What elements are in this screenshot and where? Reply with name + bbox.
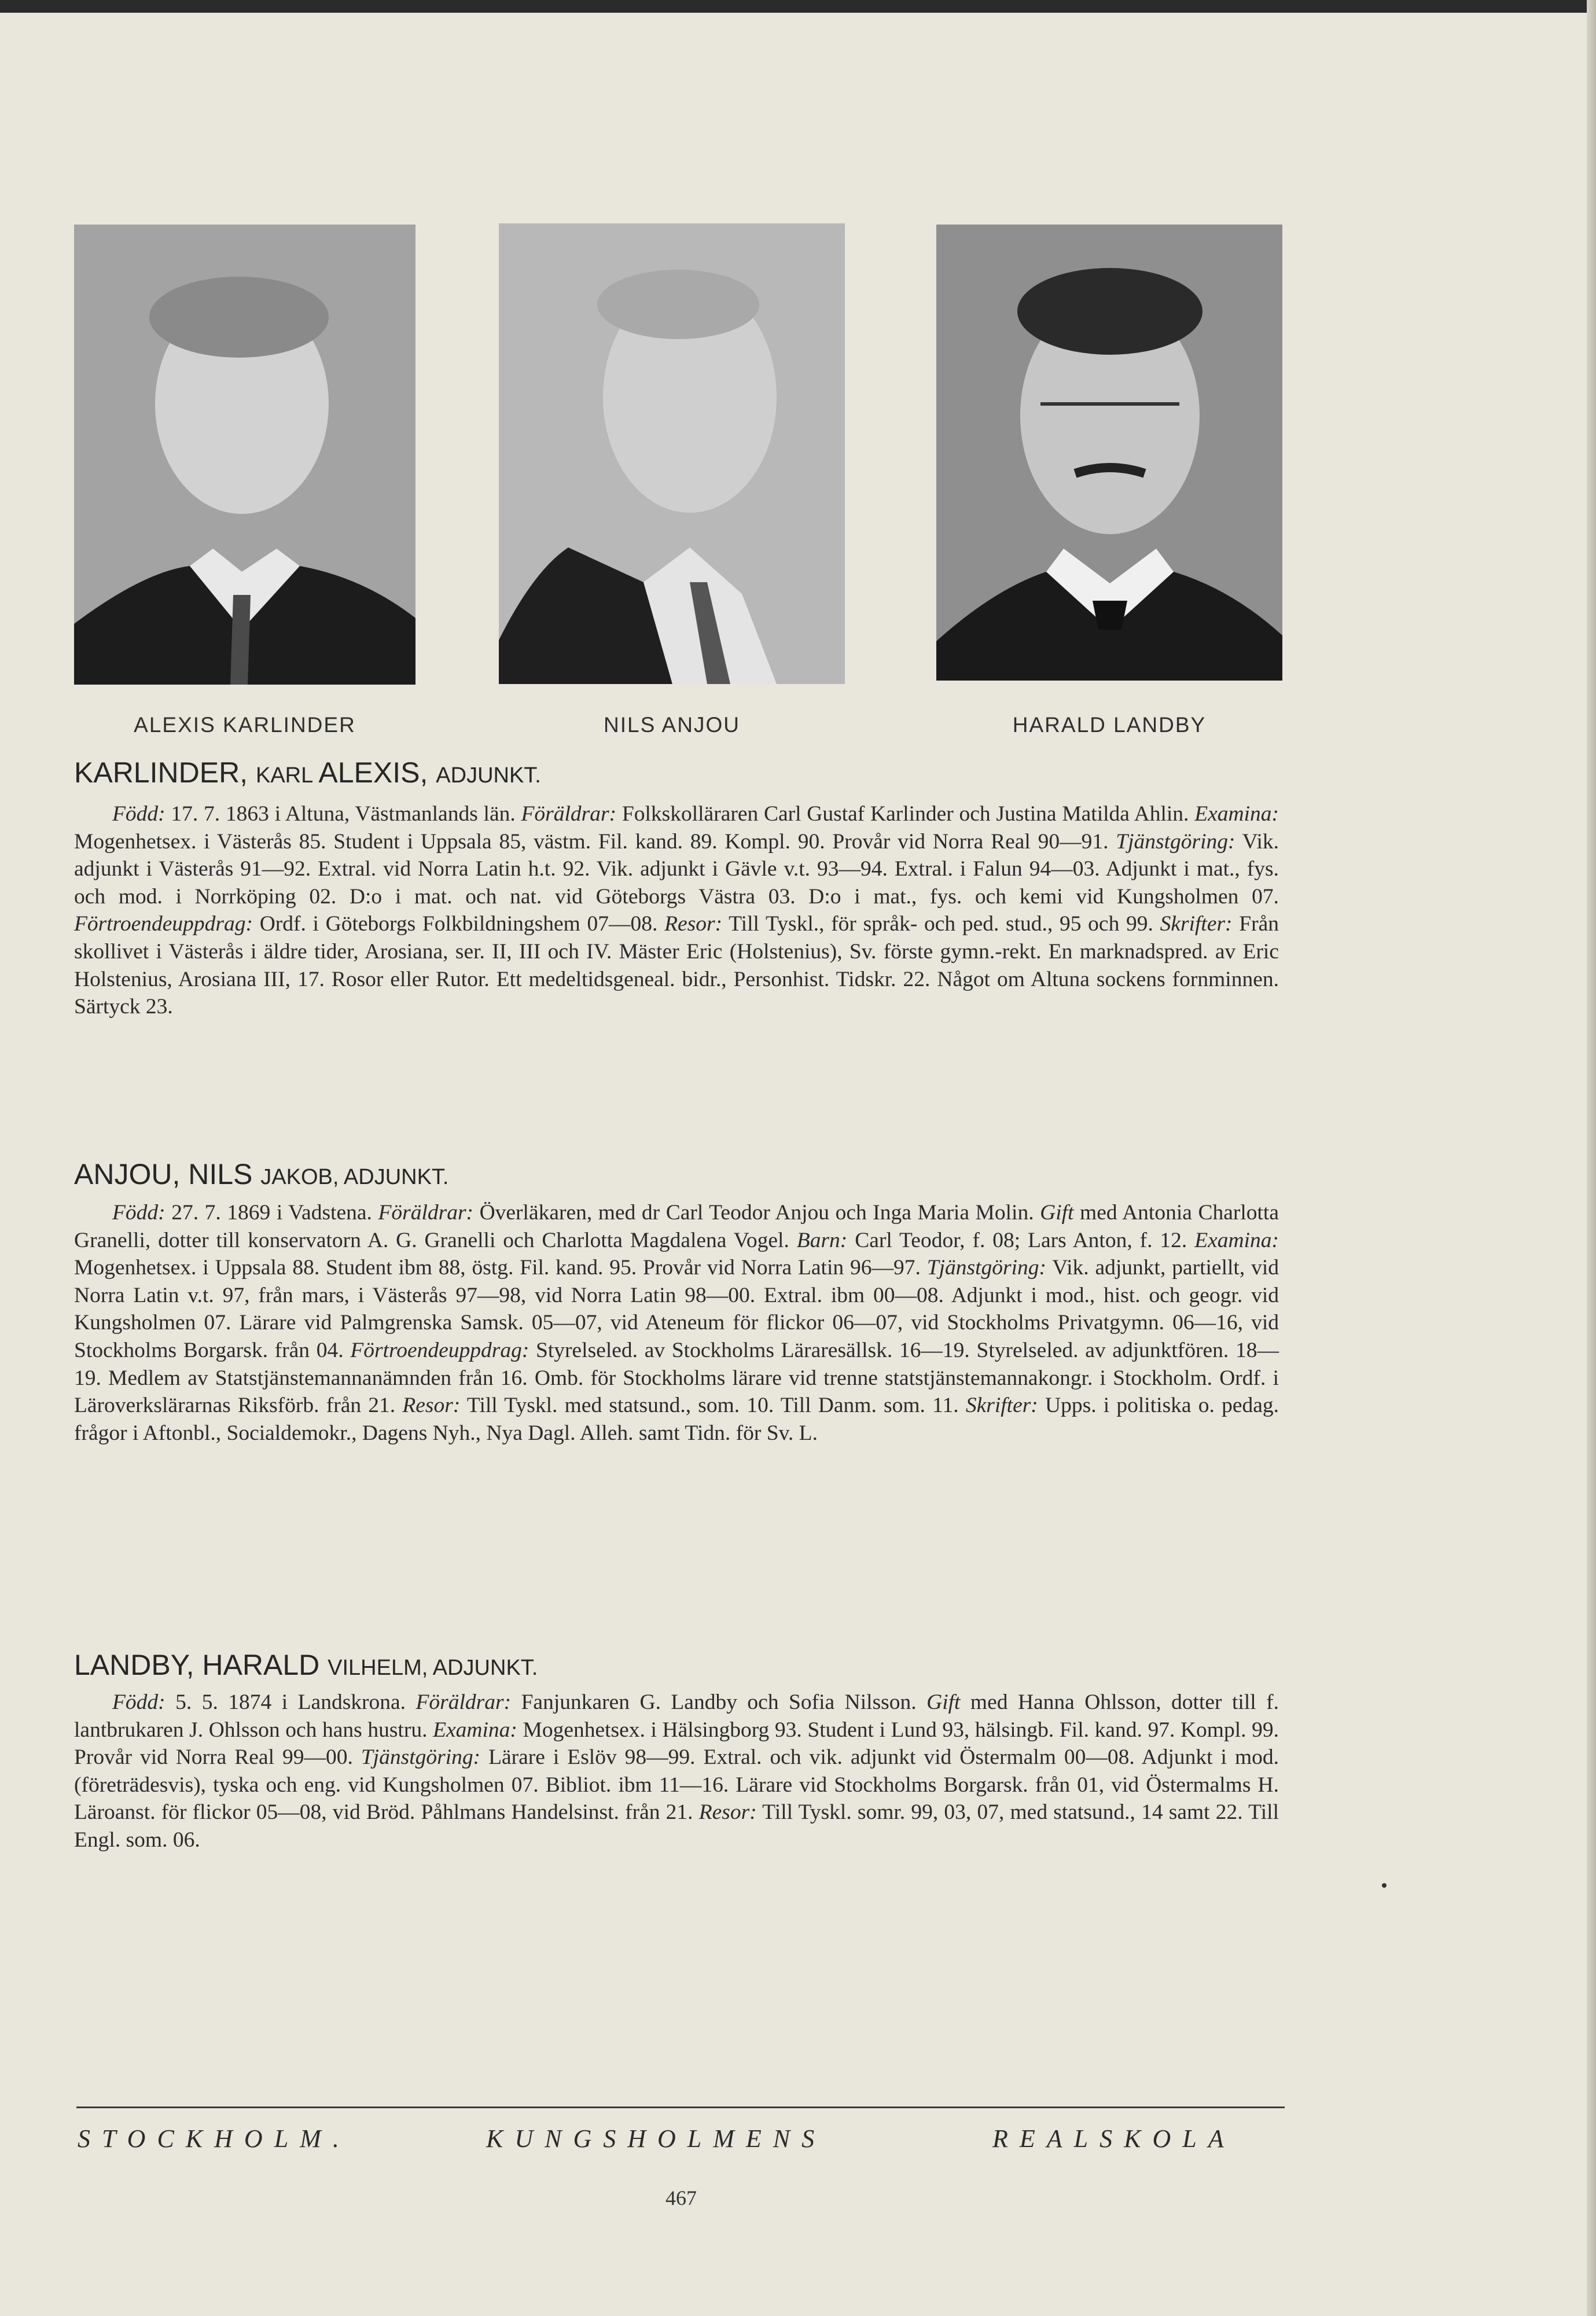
entry-heading: KARLINDER, KARL ALEXIS, ADJUNKT. [74, 756, 541, 789]
portrait-photo-anjou [499, 223, 845, 684]
footer-school-type: REALSKOLA [992, 2124, 1235, 2153]
portrait-photo-landby [936, 225, 1282, 681]
entry-heading: LANDBY, HARALD VILHELM, ADJUNKT. [74, 1649, 538, 1681]
portrait-caption: HARALD LANDBY [1012, 713, 1207, 737]
page-top-edge [0, 0, 1596, 13]
print-speck [1382, 1883, 1387, 1888]
page-right-edge [1587, 0, 1596, 2316]
footer-school-name: KUNGSHOLMENS [486, 2124, 826, 2153]
entry-body: Född: 27. 7. 1869 i Vadstena. Föräldrar: Överläkaren, med dr Carl Teodor Anjou och Inga Maria Molin. Gift med Antonia Charlotta Granelli, dotter till konservatorn A. G. Granelli och Charlotta Magdalena Vogel. Barn: Carl Teodor, f. 08; Lars Anton, f. 12. Examina: Mogenhetsex. i Uppsala 88. Student ibm 88, östg. Fil. kand. 95. Provår vid Norra Latin 96—97. Tjänstgöring: Vik. adjunkt, partiellt, vid Norra Latin v.t. 97, från mars, i Västerås 97—98, vid Norra Latin 98—00. Extral. ibm 00—08. Adjunkt i mod., hist. och geogr. vid Kungsholmen 07. Lärare vid Palmgrenska Samsk. 05—07, vid Ateneum för flickor 06—07, vid Stockholms Privatgymn. 06—16, vid Stockholms Borgarsk. från 04. Förtroendeuppdrag: Styrelseled. av Stockholms Läraresällsk. 16—19. Styrelseled. av adjunktfören. 18—19. Medlem av Statstjänstemannanämnden från 16. Omb. för Stockholms lärare vid trenne statstjänstemannakongr. i Stockholm. Ordf. i Läroverkslärarnas Riksförb. från 21. Resor: Till Tyskl. med statsund., som. 10. Till Danm. som. 11. Skrifter: Upps. i politiska o. pedag. frågor i Aftonbl., Socialdemokr., Dagens Nyh., Nya Dagl. Alleh. samt Tidn. för Sv. L. [74, 1201, 1279, 1445]
portrait-caption: ALEXIS KARLINDER [134, 713, 356, 737]
page-number: 467 [665, 2186, 697, 2210]
footer-rule [76, 2107, 1285, 2108]
footer-city: STOCKHOLM. [78, 2124, 351, 2153]
entry-body: Född: 17. 7. 1863 i Altuna, Västmanlands län. Föräldrar: Folkskolläraren Carl Gustaf Karlinder och Justina Matilda Ahlin. Examina: Mogenhetsex. i Västerås 85. Student i Uppsala 85, västm. Fil. kand. 89. Kompl. 90. Provår vid Norra Real 90—91. Tjänstgöring: Vik. adjunkt i Västerås 91—92. Extral. vid Norra Latin h.t. 92. Vik. adjunkt i Gävle v.t. 93—94. Extral. i Falun 94—03. Adjunkt i mat., fys. och mod. i Norrköping 02. D:o i mat. och nat. vid Göteborgs Västra 03. D:o i mat., fys. och kemi vid Kungsholmen 07. Förtroendeuppdrag: Ordf. i Göteborgs Folkbildningshem 07—08. Resor: Till Tyskl., för språk- och ped. stud., 95 och 99. Skrifter: Från skollivet i Västerås i äldre tider, Arosiana, ser. II, III och IV. Mäster Eric (Holstenius), Sv. förste gymn.-rekt. En marknadspred. av Eric Holstenius, Arosiana III, 17. Rosor eller Rutor. Ett medeltidsgeneal. bidr., Personhist. Tidskr. 22. Något om Altuna sockens fornminnen. Särtyck 23. [74, 802, 1279, 1019]
portrait-photo-karlinder [74, 225, 415, 685]
portrait-caption: NILS ANJOU [604, 713, 740, 737]
entry-heading: ANJOU, NILS JAKOB, ADJUNKT. [74, 1158, 449, 1190]
entry-body: Född: 5. 5. 1874 i Landskrona. Föräldrar: Fanjunkaren G. Landby och Sofia Nilsson. Gift med Hanna Ohlsson, dotter till f. lantbrukaren J. Ohlsson och hans hustru. Examina: Mogenhetsex. i Hälsingborg 93. Student i Lund 93, hälsingb. Fil. kand. 97. Kompl. 99. Provår vid Norra Real 99—00. Tjänstgöring: Lärare i Eslöv 98—99. Extral. och vik. adjunkt vid Östermalm 00—08. Adjunkt i mod. (företrädesvis), tyska och eng. vid Kungsholmen 07. Bibliot. ibm 11—16. Lärare vid Stockholms Borgarsk. från 01, vid Östermalms H. Läroanst. för flickor 05—08, vid Bröd. Påhlmans Handelsinst. från 21. Resor: Till Tyskl. somr. 99, 03, 07, med statsund., 14 samt 22. Till Engl. som. 06. [74, 1690, 1279, 1852]
